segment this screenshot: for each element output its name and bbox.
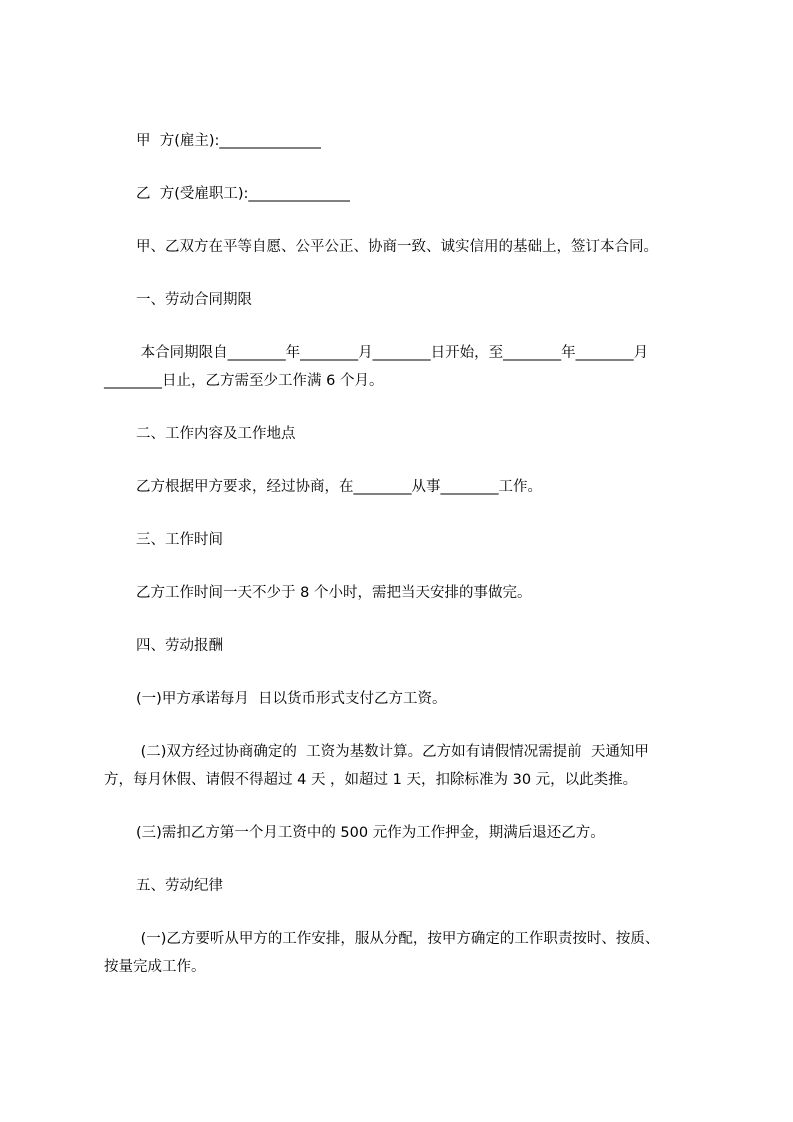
section-4-item-2-line-1: (二)双方经过协商确定的 工资为基数计算。乙方如有请假情况需提前 天通知甲 [136, 744, 649, 760]
section-1-text-line-2: ________日止，乙方需至少工作满 6 个月。 [104, 373, 384, 389]
section-2-heading: 二、工作内容及工作地点 [136, 426, 296, 442]
section-4-item-3: (三)需扣乙方第一个月工资中的 500 元作为工作押金，期满后退还乙方。 [136, 825, 605, 841]
section-2-text: 乙方根据甲方要求，经过协商，在________从事________工作。 [136, 479, 542, 495]
section-3-heading: 三、工作时间 [136, 532, 223, 548]
preamble: 甲、乙双方在平等自愿、公平公正、协商一致、诚实信用的基础上，签订本合同。 [136, 239, 658, 255]
section-1-text-line-1: 本合同期限自________年________月________日开始，至________年________月 [136, 345, 649, 361]
party-a-line: 甲 方(雇主):______________ [136, 133, 321, 149]
section-4-item-2-line-2: 方，每月休假、请假不得超过 4 天 ，如超过 1 天，扣除标准为 30 元，以此类推。 [104, 772, 638, 788]
section-1-heading: 一、劳动合同期限 [136, 292, 252, 308]
section-5-item-1-line-2: 按量完成工作。 [104, 959, 206, 975]
section-3-text: 乙方工作时间一天不少于 8 个小时，需把当天安排的事做完。 [136, 585, 532, 601]
section-4-item-1: (一)甲方承诺每月 日以货币形式支付乙方工资。 [136, 691, 447, 707]
section-4-heading: 四、劳动报酬 [136, 638, 223, 654]
section-5-item-1-line-1: (一)乙方要听从甲方的工作安排，服从分配，按甲方确定的工作职责按时、按质、 [136, 931, 660, 947]
section-5-heading: 五、劳动纪律 [136, 878, 223, 894]
party-b-line: 乙 方(受雇职工):______________ [136, 186, 350, 202]
